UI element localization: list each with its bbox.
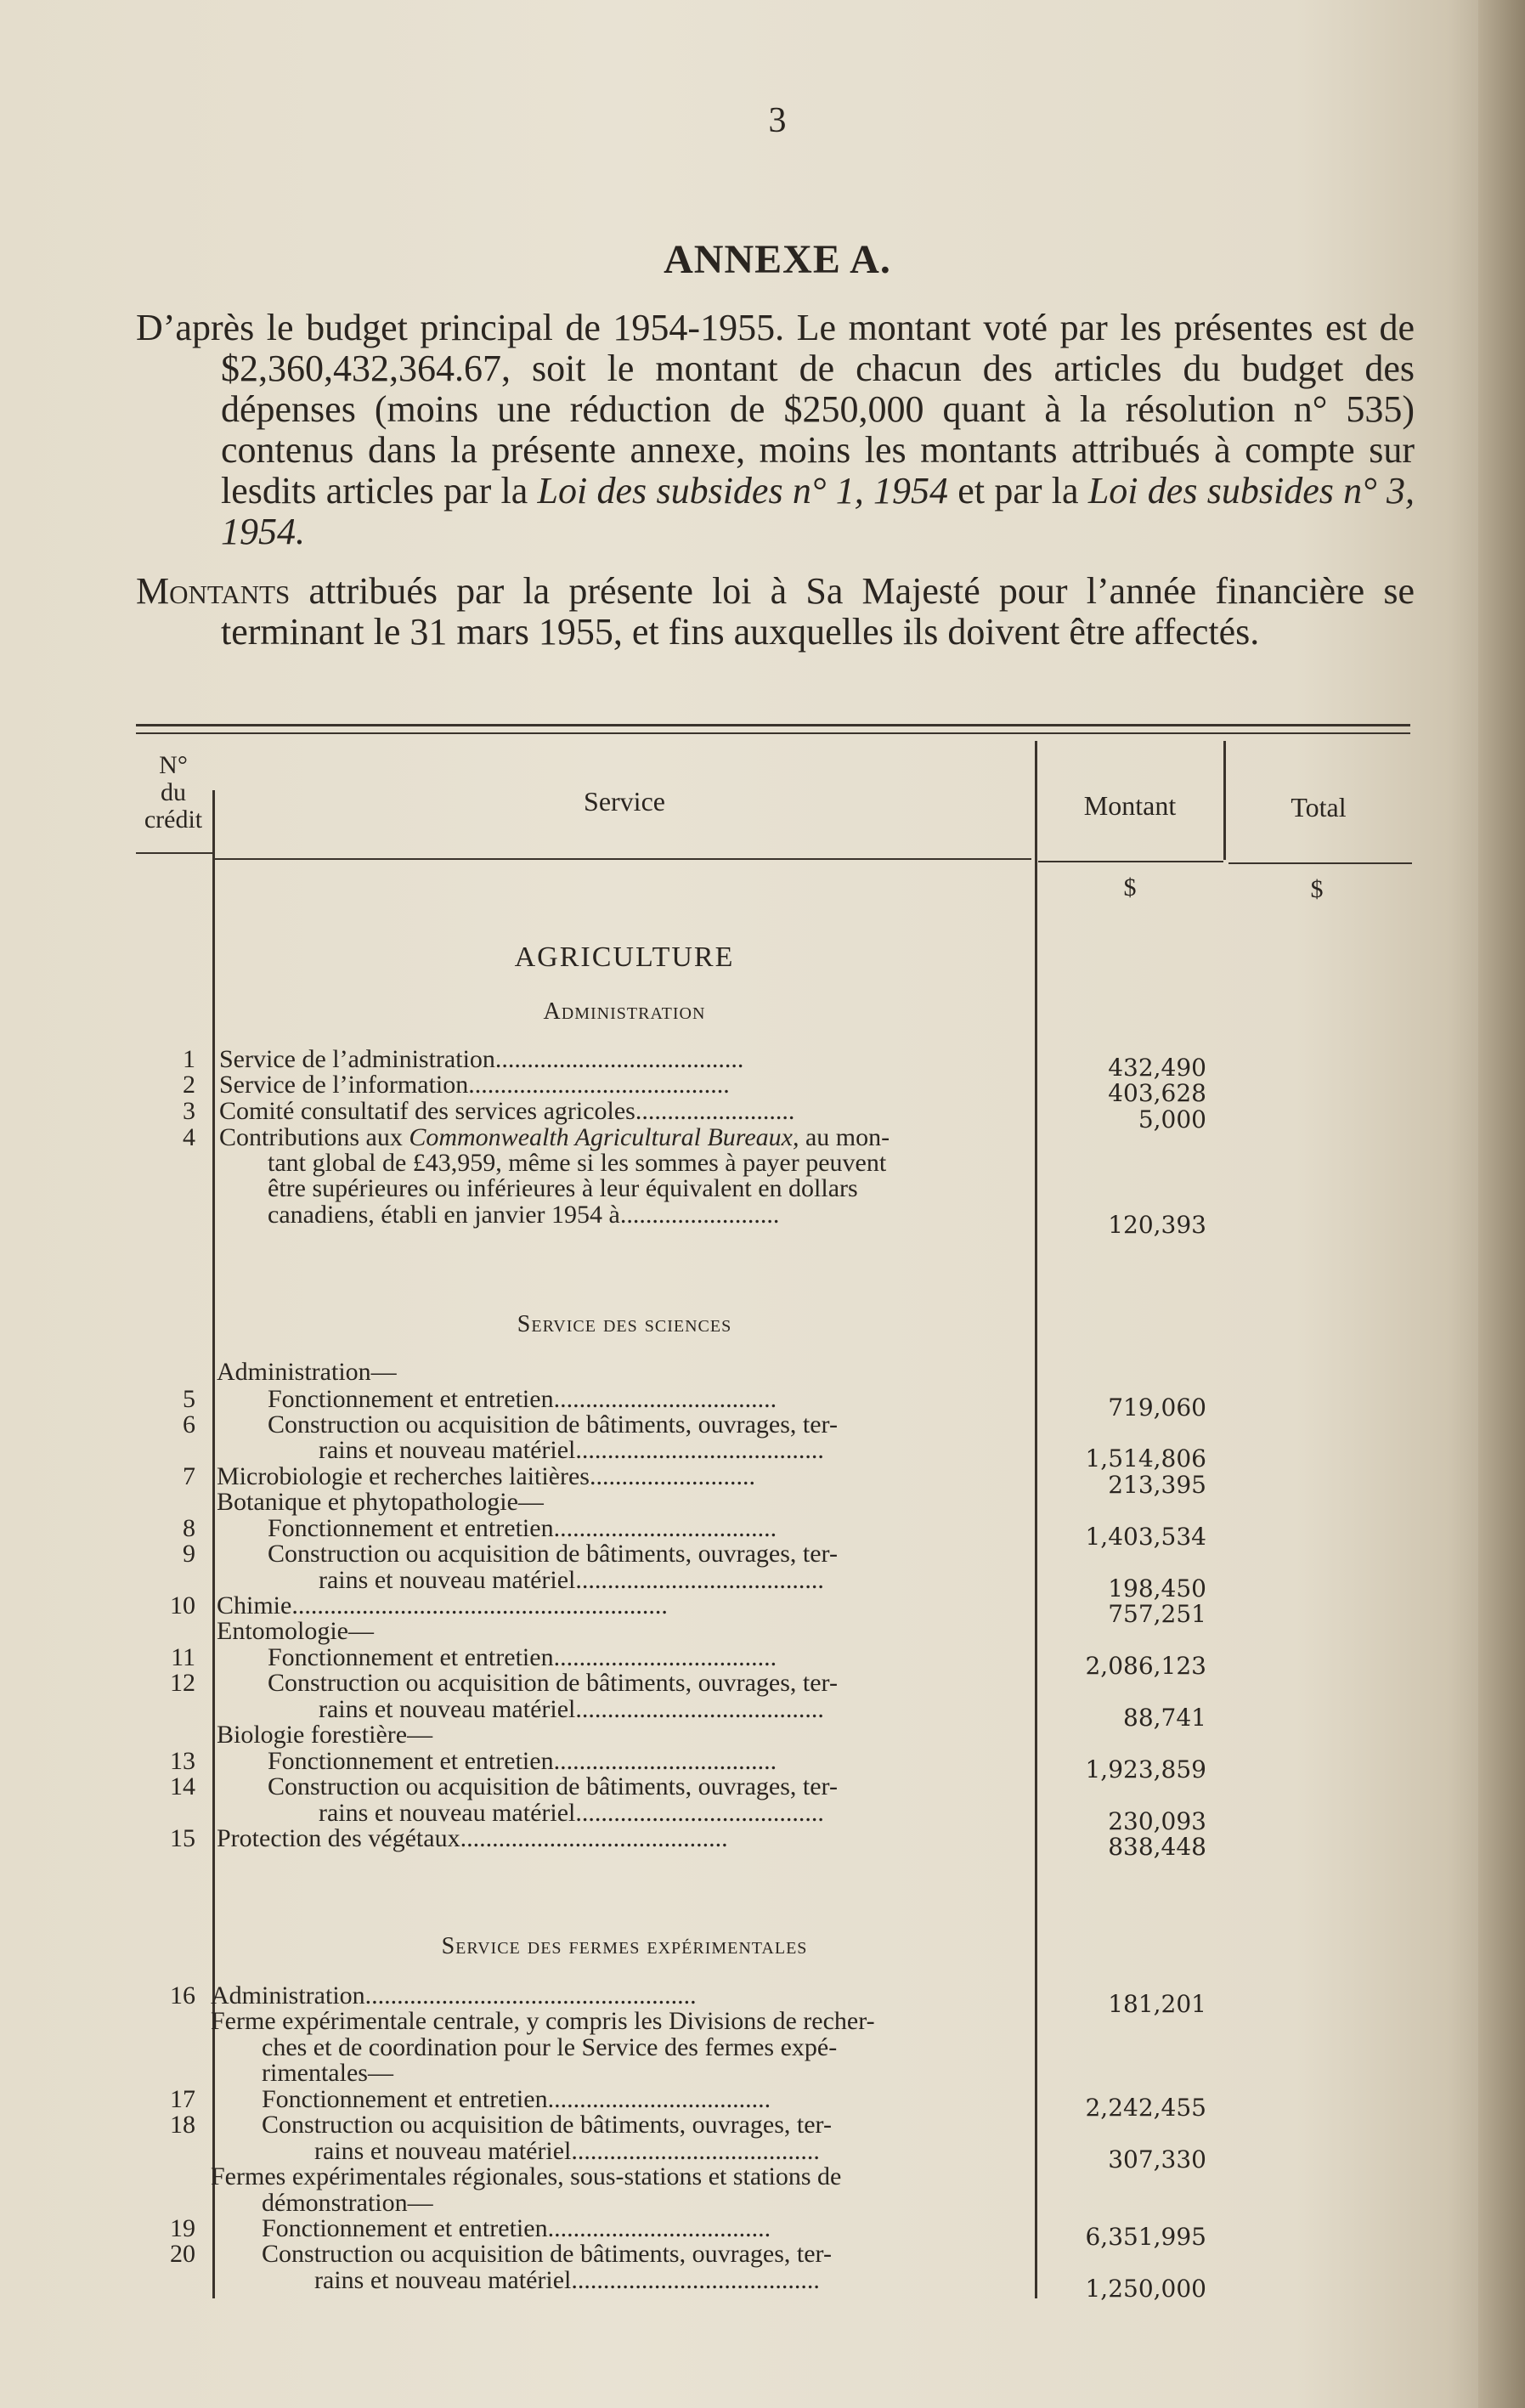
service-text-line: rains et nouveau matériel....................................... bbox=[319, 1436, 824, 1464]
column-header-total: Total bbox=[1291, 792, 1347, 822]
column-header-num bbox=[134, 752, 212, 834]
service-text-line: rains et nouveau matériel....................................... bbox=[319, 1566, 824, 1594]
unit-total: $ bbox=[1310, 875, 1324, 903]
amount: 1,514,806 bbox=[1085, 1444, 1206, 1472]
intro-paragraph-2 bbox=[136, 571, 1415, 653]
credit-number: 18 bbox=[170, 2111, 195, 2139]
credit-number: 4 bbox=[183, 1123, 195, 1151]
service-text-line: rains et nouveau matériel....................................... bbox=[319, 1799, 824, 1827]
credit-number: 11 bbox=[171, 1643, 195, 1671]
service-text-line: être supérieures ou inférieures à leur équivalent en dollars bbox=[268, 1174, 858, 1202]
intro-text-rest: attribués par la présente loi à Sa Majesté pour l’année financière se terminant le 31 mars 1955, et fins auxquelles ils doivent être affectés. bbox=[221, 570, 1415, 653]
amount: 2,086,123 bbox=[1085, 1652, 1206, 1680]
credit-number: 1 bbox=[183, 1045, 195, 1073]
intro-text-a: D’après le budget principal de 1954-1955. Le montant voté par les présentes est de $2,360,432,364.67, soit le montant de chacun des articles du budget des dépenses (moins une réduction de $250,000 quant à la résolution n° 535) contenus dans la présente annexe, moins les montants attribués à compte sur lesdits articles par la bbox=[136, 307, 1415, 512]
service-text-line: tant global de £43,959, même si les sommes à payer peuvent bbox=[268, 1149, 887, 1177]
service-text-italic: Commonwealth Agricultural Bureaux, bbox=[409, 1123, 799, 1151]
amount: 1,403,534 bbox=[1085, 1523, 1206, 1551]
credit-number: 15 bbox=[170, 1824, 195, 1852]
amount: 838,448 bbox=[1108, 1833, 1206, 1861]
intro-law-1: Loi des subsides n° 1, 1954 bbox=[537, 470, 949, 512]
service-text: Protection des végétaux.......................................... bbox=[217, 1824, 728, 1852]
header-rule-total bbox=[1228, 862, 1412, 864]
credit-number: 10 bbox=[170, 1591, 195, 1619]
group-label: Biologie forestière— bbox=[217, 1721, 433, 1749]
service-text-line: rains et nouveau matériel....................................... bbox=[314, 2266, 820, 2294]
amount: 432,490 bbox=[1108, 1054, 1206, 1082]
column-header-montant: Montant bbox=[1083, 790, 1177, 821]
amount: 307,330 bbox=[1108, 2145, 1206, 2173]
col-divider-service bbox=[1035, 741, 1037, 2298]
header-rule-montant bbox=[1038, 861, 1223, 862]
service-text-a: Contributions aux bbox=[219, 1123, 409, 1151]
service-text bbox=[219, 1123, 1031, 1152]
credit-number: 14 bbox=[170, 1772, 195, 1800]
page-edge bbox=[1478, 0, 1525, 2408]
credit-number: 3 bbox=[183, 1097, 195, 1125]
group-label: Entomologie— bbox=[217, 1617, 374, 1645]
amount: 181,201 bbox=[1108, 1990, 1206, 2018]
intro-paragraph-1 bbox=[136, 308, 1415, 552]
group-label-line: démonstration— bbox=[262, 2189, 433, 2217]
service-text: Service de l’information......................................... bbox=[219, 1071, 730, 1099]
amount: 198,450 bbox=[1108, 1574, 1206, 1603]
service-text: Construction ou acquisition de bâtiments, ouvrages, ter- bbox=[262, 2240, 832, 2268]
service-text-b: au mon- bbox=[799, 1123, 890, 1151]
subsection-fermes: Service des fermes expérimentales bbox=[441, 1933, 808, 1959]
group-label: Botanique et phytopathologie— bbox=[217, 1488, 544, 1516]
credit-number: 16 bbox=[170, 1981, 195, 2009]
service-text: Microbiologie et recherches laitières.......................... bbox=[217, 1462, 755, 1490]
amount: 403,628 bbox=[1108, 1079, 1206, 1107]
service-text-line: canadiens, établi en janvier 1954 à......................... bbox=[268, 1201, 780, 1229]
service-text: Construction ou acquisition de bâtiments, ouvrages, ter- bbox=[268, 1540, 838, 1568]
amount: 1,923,859 bbox=[1085, 1755, 1206, 1783]
amount: 757,251 bbox=[1108, 1600, 1206, 1628]
subsection-sciences: Service des sciences bbox=[517, 1311, 732, 1337]
credit-number: 9 bbox=[183, 1540, 195, 1568]
credit-number: 17 bbox=[170, 2085, 195, 2113]
amount: 5,000 bbox=[1138, 1105, 1206, 1133]
header-rule-num bbox=[136, 852, 212, 854]
amount: 88,741 bbox=[1123, 1704, 1206, 1732]
service-text: Construction ou acquisition de bâtiments, ouvrages, ter- bbox=[268, 1669, 838, 1697]
credit-number: 13 bbox=[170, 1747, 195, 1775]
credit-number: 5 bbox=[183, 1385, 195, 1413]
service-text: Construction ou acquisition de bâtiments, ouvrages, ter- bbox=[262, 2111, 832, 2139]
service-text: Comité consultatif des services agricoles......................... bbox=[219, 1097, 795, 1125]
service-text: Construction ou acquisition de bâtiments, ouvrages, ter- bbox=[268, 1772, 838, 1800]
service-text: Fonctionnement et entretien................................... bbox=[262, 2214, 771, 2242]
service-text: Fonctionnement et entretien................................... bbox=[268, 1385, 777, 1413]
amount: 230,093 bbox=[1108, 1807, 1206, 1835]
service-text: Fonctionnement et entretien................................... bbox=[262, 2085, 771, 2113]
service-text: Fonctionnement et entretien................................... bbox=[268, 1643, 777, 1671]
group-label: Ferme expérimentale centrale, y compris les Divisions de recher- bbox=[211, 2007, 875, 2035]
credit-number: 7 bbox=[183, 1462, 195, 1490]
service-text: Service de l’administration....................................... bbox=[219, 1045, 744, 1073]
column-header-service: Service bbox=[584, 786, 665, 817]
amount: 719,060 bbox=[1108, 1393, 1206, 1422]
amount: 120,393 bbox=[1108, 1211, 1206, 1239]
group-label-line: rimentales— bbox=[262, 2059, 393, 2087]
credit-number: 2 bbox=[183, 1071, 195, 1099]
table-top-rule-2 bbox=[136, 732, 1410, 734]
table-top-rule bbox=[136, 724, 1410, 726]
intro-text-mid: et par la bbox=[948, 470, 1088, 512]
service-text: Administration.................................................... bbox=[211, 1981, 697, 2009]
service-text: Fonctionnement et entretien................................... bbox=[268, 1514, 777, 1542]
group-label: Fermes expérimentales régionales, sous-stations et stations de bbox=[211, 2162, 842, 2190]
group-label: Administration— bbox=[217, 1358, 397, 1386]
col-num-l2: du bbox=[161, 778, 186, 806]
service-text-line: rains et nouveau matériel....................................... bbox=[319, 1695, 824, 1723]
credit-number: 20 bbox=[170, 2240, 195, 2268]
amount: 6,351,995 bbox=[1085, 2223, 1206, 2251]
header-rule-service bbox=[214, 858, 1031, 860]
col-num-l3: crédit bbox=[144, 805, 203, 834]
service-text: Construction ou acquisition de bâtiments, ouvrages, ter- bbox=[268, 1410, 838, 1439]
credit-number: 8 bbox=[183, 1514, 195, 1542]
unit-montant: $ bbox=[1123, 873, 1137, 902]
amount: 213,395 bbox=[1108, 1471, 1206, 1499]
amount: 1,250,000 bbox=[1085, 2275, 1206, 2303]
col-num-l1: N° bbox=[159, 751, 188, 779]
credit-number: 12 bbox=[170, 1669, 195, 1697]
subsection-administration: Administration bbox=[543, 998, 706, 1025]
service-text: Fonctionnement et entretien................................... bbox=[268, 1747, 777, 1775]
page-title: ANNEXE A. bbox=[664, 237, 891, 282]
service-text-line: rains et nouveau matériel....................................... bbox=[314, 2137, 820, 2165]
credit-number: 19 bbox=[170, 2214, 195, 2242]
page-number: 3 bbox=[768, 101, 787, 140]
service-text: Chimie........................................................... bbox=[217, 1591, 668, 1619]
intro-montants: Montants bbox=[136, 570, 291, 612]
group-label-line: ches et de coordination pour le Service des fermes expé- bbox=[262, 2033, 838, 2061]
section-agriculture: AGRICULTURE bbox=[514, 941, 735, 973]
intro-law-2: Loi des subsides n° 3, 1954. bbox=[221, 470, 1415, 552]
credit-number: 6 bbox=[183, 1410, 195, 1439]
amount: 2,242,455 bbox=[1085, 2094, 1206, 2122]
